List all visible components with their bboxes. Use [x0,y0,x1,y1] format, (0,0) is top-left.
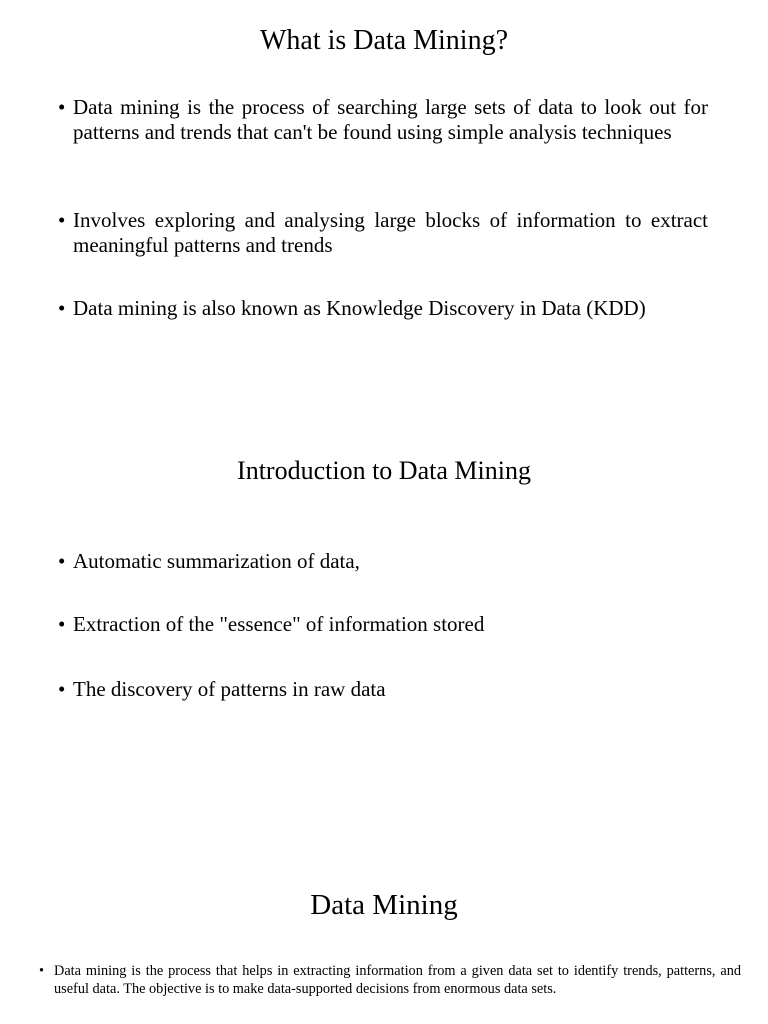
section-title-data-mining: Data Mining [310,889,458,921]
bullet-text: Data mining is also known as Knowledge Discovery in Data (KDD) [73,296,646,320]
bullet-item [58,296,708,321]
bullet-text: Data mining is the process of searching large sets of data to look out for patterns and trends that can't be found using simple analysis techniques [73,95,708,144]
bullet-text: Extraction of the "essence" of information stored [73,612,485,636]
bullet-icon: • [58,95,66,119]
bullet-text: Involves exploring and analysing large blocks of information to extract meaningful patterns and trends [73,208,708,257]
bullet-icon: • [58,208,66,232]
bullet-item [39,962,741,998]
bullet-item [58,677,708,702]
bullet-text: Automatic summarization of data, [73,549,360,573]
bullet-icon: • [58,296,66,320]
bullet-item [58,208,708,257]
bullet-item [58,612,708,637]
bullet-text: The discovery of patterns in raw data [73,677,386,701]
bullet-text: Data mining is the process that helps in extracting information from a given data set to identify trends, patterns, and useful data. The objective is to make data-supported decisions from enormous data sets. [54,963,741,997]
bullet-icon: • [58,677,66,701]
bullet-item [58,95,708,144]
section-title-introduction: Introduction to Data Mining [237,456,531,485]
bullet-item [58,549,708,574]
section-title-what-is-data-mining: What is Data Mining? [259,25,509,56]
bullet-icon: • [39,963,45,979]
bullet-icon: • [58,612,66,636]
bullet-icon: • [58,549,66,573]
